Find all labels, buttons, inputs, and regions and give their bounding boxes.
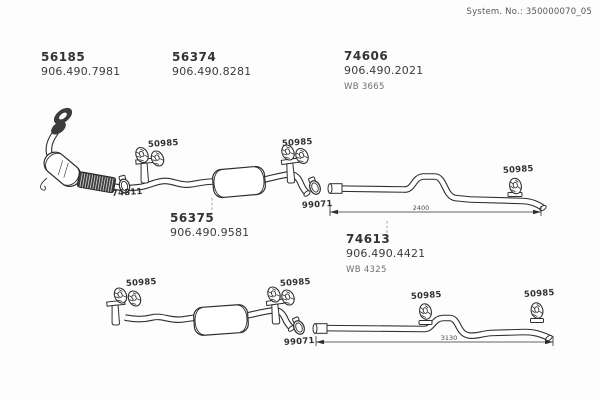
hanger-bracket [107,300,127,326]
part-group-center-muffler-top [172,51,251,79]
front-flange [49,105,75,138]
part-number: 56185 [41,50,86,64]
oe-number: 906.490.2021 [344,63,424,77]
pipes [49,132,549,338]
part-group-center-muffler-bottom [170,212,249,240]
callout-rubber-hanger: 50985 [502,163,534,177]
part-number: 74606 [344,49,389,63]
rubber-mount [418,303,433,321]
callout-rubber-hanger: 50985 [125,276,157,290]
oe-number: 906.490.4421 [346,246,426,260]
rubber-mount [126,289,143,308]
hanger-bracket [419,321,432,325]
callout-rubber-hanger: 50985 [410,289,442,303]
rubber-mount [149,149,166,168]
tailpipe-inlet-sleeve [328,184,342,194]
callout-front-clamp: 74811 [111,186,143,200]
callout-rubber-hanger: 50985 [523,287,555,301]
oe-number: 906.490.7981 [41,64,121,78]
wheelbase: WB 4325 [346,264,387,275]
hanger-bracket [531,319,544,323]
part-number: 74613 [346,232,391,246]
system-number: System. No.: 350000070_05 [466,7,592,17]
callout-rubber-hanger: 50985 [147,137,179,151]
center-muffler [212,166,266,198]
oe-number: 906.490.8281 [172,64,252,78]
callout-rubber-hanger: 50985 [279,276,311,290]
wheelbase: WB 3665 [344,81,385,92]
flex-pipe [77,171,116,193]
dimension-bottom-value: 3130 [440,334,458,342]
dimension-top-value: 2400 [412,204,430,212]
tailpipe-inlet-sleeve [313,324,327,334]
center-muffler [193,304,249,336]
oe-number: 906.490.9581 [170,225,250,239]
rubber-mount [530,302,545,320]
sensor-wire [40,178,47,190]
part-number: 56375 [170,211,215,225]
part-group-front-pipe [41,51,120,79]
part-group-tailpipe-bottom [346,233,425,275]
part-number: 56374 [172,50,217,64]
callout-pipe-clamp: 99071 [283,335,315,349]
callout-pipe-clamp: 99071 [301,198,333,212]
rubber-mount [279,288,296,307]
part-group-tailpipe-top [344,50,423,92]
callout-rubber-hanger: 50985 [281,136,313,150]
